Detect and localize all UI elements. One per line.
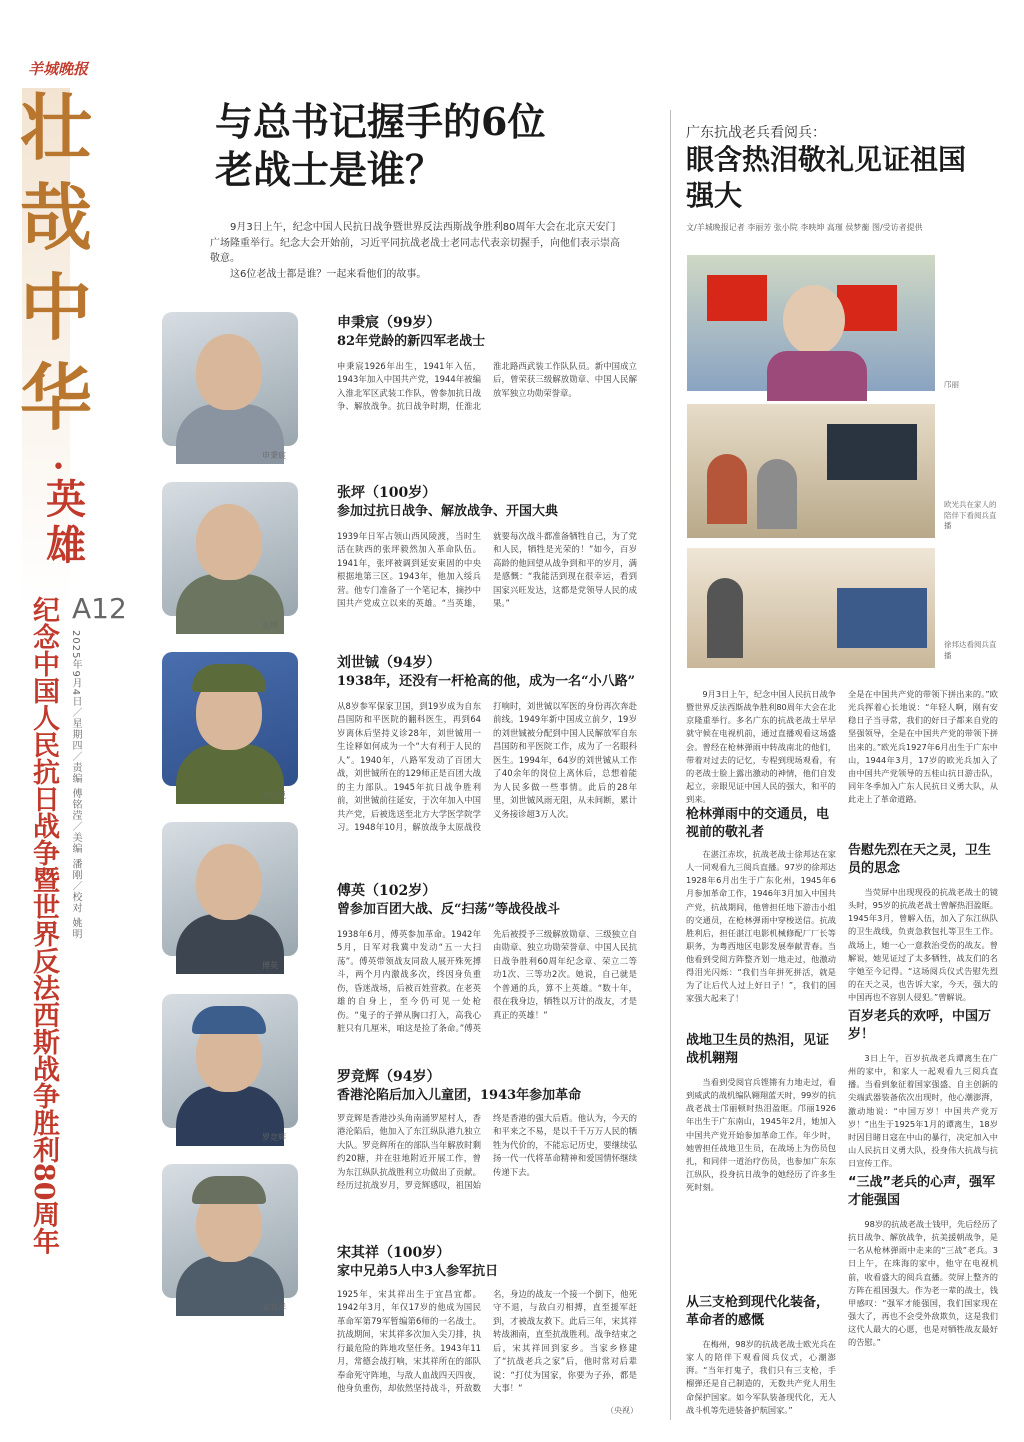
face-graphic — [783, 285, 845, 355]
veteran-subtitle: 1938年，还没有一杆枪高的他，成为一名“小八路” — [337, 674, 636, 689]
banner-char-3: 中 — [20, 265, 93, 350]
intro-paragraph-1: 9月3日上午，纪念中国人民抗日战争暨世界反法西斯战争胜利80周年大会在北京天安门广场隆重举行。纪念大会开始前，习近平同抗战老战士老同志代表亲切握手，向他们表示崇高敬意。 — [210, 222, 620, 264]
banner-char-2: 哉 — [20, 175, 93, 260]
veteran-name: 傅英（102岁） — [337, 883, 437, 899]
veteran-photo — [162, 482, 298, 616]
subheading: 告慰先烈在天之灵，卫生员的思念 — [848, 843, 992, 876]
veteran-photo — [162, 312, 298, 446]
photo-caption: 欧光兵在家人的陪伴下看阅兵直播 — [944, 500, 997, 530]
person-graphic — [707, 454, 747, 524]
veteran-subtitle: 参加过抗日战争、解放战争、开国大典 — [337, 504, 559, 519]
dateline: 2025年9月4日／星期四／责编 傅铭滢／美编 潘刚／校对 姚明 — [70, 630, 81, 940]
main-headline: 与总书记握手的6位老战士是谁？ — [215, 99, 546, 192]
veteran-name: 宋其祥（100岁） — [337, 1245, 451, 1261]
veteran-name: 罗竞辉（94岁） — [337, 1069, 441, 1085]
veteran-body: 申秉宸1926年出生，1941年入伍，1943年加入中国共产党，1944年被编入淮北军区武装工作队，曾参加抗日战争、解放战争。抗日战争时期，任淮北淮北路西武装工作队队员。新中国成立后，曾荣获三级解放勋章、中国人民解放军独立功勋荣誉章。 — [337, 361, 637, 412]
veteran-name: 申秉宸（99岁） — [337, 315, 441, 331]
photo-caption: 罗竞辉 — [262, 1133, 286, 1142]
newspaper-logo: 羊城晚报 — [28, 60, 89, 78]
subsection-text: 3日上午，百岁抗战老兵谭离生在广州的家中，和家人一起观看九三阅兵直播。当看到象征着国家强盛、自主创新的尖端武器装备依次出现时，他心潮澎湃，激动地说：“中国万岁！中国共产党万岁！”出生于1925年1月的谭离生，18岁时因目睹日寇在中山的暴行，决定加入中山人民抗日义勇大队，投身伟大抗战与抗日宣传工作。 — [848, 1053, 998, 1168]
column-divider — [670, 110, 671, 1420]
vertical-title: 纪念中国人民抗日战争暨世界反法西斯战争胜利80周年 — [28, 596, 60, 1255]
tv-graphic — [827, 424, 917, 480]
banner-char-4: 华 — [20, 355, 93, 440]
veteran-photo — [162, 822, 298, 956]
veteran-name: 张坪（100岁） — [337, 485, 437, 501]
veteran-name: 刘世铖（94岁） — [337, 655, 441, 671]
right-lead-continued: 全是在中国共产党的带领下拼出来的。”欧光兵挥着心长地说：“年轻人啊，刚有安稳日子当寻常，我们的好日子都来自党的坚强领导，全是在中国共产党的带领下拼出来的。”欧光兵1927年6月出生于广东中山，1944年3月，17岁的欧光兵加入了由中国共产党领导的五桂山抗日游击队，同年冬季加入广东人民抗日义勇大队，从此走上了革命道路。 — [848, 689, 998, 804]
veteran-subtitle: 82年党龄的新四军老战士 — [337, 334, 486, 349]
subheading: 战地卫生员的热泪，见证战机翱翔 — [686, 1033, 830, 1066]
veteran-body: 1939年日军占领山西风陵渡，当时生活在陕西的张坪毅然加入革命队伍。1941年，张坪被调到延安東固的中央根据地第三区。1943年，他加入绥兵营。他专门准备了一个笔记本，摘抄中国共产党成立以来的英雄。“当英雄，就要每次战斗都准备牺牲自己，为了党和人民，牺牲是光荣的！”如今，百岁高龄的他回望从战争到和平的岁月，满是感慨：“我能活到现在很幸运，看到国家兴旺发达，这都是党领导人民的成果。” — [337, 531, 637, 609]
veteran-body: 1925年，宋其祥出生于宜昌宜都。1942年3月，年仅17岁的他成为国民革命军第79军暂编第6师的一名战士。抗战期间，宋其祥多次加入尖刀排，执行最危险的阵地攻坚任务。1943年11月，常德会战打响，宋其祥所在的部队奉命死守阵地，与敌人血战四天四夜，他身负重伤，却依然坚持战斗，歼敌数名，身边的战友一个接一个倒下，他死守不退，与敌白刃相搏，直至援军赶到，才被战友救下。此后三年，宋其祥转战湘南，直至抗战胜利。战争结束之后，宋其祥回到家乡。当家乡修建了“抗战老兵之家”后，他时常对后辈说：“打仗为国家，你要为子孙，都是大事！” — [337, 1289, 637, 1394]
intro — [210, 220, 620, 282]
tv-graphic — [837, 588, 927, 648]
photo-caption: 徐邦达看阅兵直播 — [944, 640, 997, 660]
photo-veteran-flags — [687, 255, 935, 391]
veteran-subtitle: 香港沦陷后加入儿童团，1943年参加革命 — [337, 1088, 582, 1103]
veteran-subtitle: 家中兄弟5人中3人参军抗日 — [337, 1264, 499, 1279]
photo-caption: 申秉宸 — [262, 451, 286, 460]
subsection-text: 在湛江赤坎，抗战老战士徐邦达在家人一同观看九三阅兵直播。97岁的徐邦达1928年6月出生于广东化州，1945年6月参加革命工作，1946年3月加入中国共产党，抗战期间，他曾担任地下游击小组的交通员，在枪林弹雨中穿梭送信。抗战胜利后，担任湛江电影机械修配厂厂长等职务，为粤西地区电影发展奉献青春。当他看到受阅方阵整齐划一地走过，他激动得泪光闪烁：“我们当年拼死拼活，就是为了让后代人过上好日子！”，我们的国家强大起来了！ — [686, 849, 836, 1004]
banner-subchar-2: 雄 — [46, 522, 86, 569]
photo-caption: 傅英 — [262, 961, 278, 970]
flag-icon — [837, 285, 897, 331]
subsection-text: 98岁的抗战老战士钱甲，先后经历了抗日战争、解放战争，抗美援朝战争，是一名从枪林弹雨中走来的“三战”老兵。3日上午，在珠海的家中，他守在电视机前，收看盛大的阅兵直播。荧屏上整齐的方阵在祖国强大。作为老一辈的战士，钱甲感叹：“强军才能强国，我们国家现在强大了，再也不会受外敌欺负，这是我们这代人最大的心愿，也是对牺牲战友最好的告慰。” — [848, 1219, 998, 1348]
photo-caption: 宋其祥 — [262, 1303, 286, 1312]
photo-veteran-tv — [687, 548, 935, 668]
veteran-photo — [162, 994, 298, 1128]
person-graphic — [707, 578, 743, 658]
subheading: “三战”老兵的心声，强军才能强国 — [848, 1175, 996, 1208]
veteran-photo — [162, 652, 298, 786]
veteran-body: 从8岁参军保家卫国，到19岁成为自东昌国防和平医院的翻科医生，再到64岁离休后坚持义诊28年，刘世铖用一生诠释如何成为一个“大有利于人民的人”。1940年，八路军发动了百团大战，刘世铖所在的129师正是百团大战的主力部队。1945年抗日战争胜利前，刘世铖前往延安，于次年加入中国共产党，后被选送至北方大学医学院学习。1948年10月，解放战争太原战役打响时，刘世铖以军医的身份再次奔赴前线。1949年新中国成立前夕，19岁的刘世铖被分配到中国人民解放军自东昌国防和平医院工作，成为了一名眼科医生。1994年，64岁的刘世铖从工作了40余年的岗位上离休后，总想着能为人民多做一些事情。此后的28年里，刘世铖风雨无阻，从未间断，累计义务接诊超3万人次。 — [337, 701, 637, 832]
page-number: A12 — [72, 592, 127, 625]
photo-family-watching — [687, 404, 935, 538]
veteran-photo — [162, 1164, 298, 1298]
subheading: 百岁老兵的欢呼，中国万岁！ — [848, 1009, 992, 1042]
shirt-graphic — [767, 351, 867, 401]
subsection-text: 在梅州，98岁的抗战老战士欧光兵在家人的陪伴下观看阅兵仪式，心潮澎湃。“当年打鬼子，我们只有三支枪，手榴弹还是自己制造的，无数共产党人用生命保护国家。如今军队装备现代化，无人战斗机等先进装备护航国家。” — [686, 1339, 836, 1415]
flag-icon — [707, 275, 767, 321]
right-kicker: 广东抗战老兵看阅兵： — [686, 125, 826, 141]
photo-caption: 张坪 — [262, 621, 278, 630]
banner-subchar-1: 英 — [46, 476, 86, 523]
photo-caption: 邝丽 — [944, 380, 959, 389]
banner-dot: • — [52, 455, 65, 480]
right-headline: 眼含热泪敬礼见证祖国强大 — [686, 143, 967, 213]
banner-char-1: 壮 — [20, 85, 93, 170]
right-lead: 9月3日上午，纪念中国人民抗日战争暨世界反法西斯战争胜利80周年大会在北京隆重举行。多名广东的抗战老战士早早就守候在电视机前，通过直播观看这场盛会。曾经在枪林弹雨中转战南北的他们，带着对过去的记忆，专程到现场观看，有的老战士脸上露出激动的神情，他们自发起立，亲眼见证中国人民的强大，和平的到来。 — [686, 689, 836, 804]
subsection-text: 当看到受阅官兵铿锵有力地走过，看到威武的战机编队翱翔蓝天时，99岁的抗战老战士邝丽顿时热泪盈眶。邝丽1926年出生于广东南山，1945年2月，她加入中国共产党开始参加革命工作。年少时，她曾担任战地卫生员，在战场上为伤员包扎，和同伴一道治疗伤员，也参加广东东江纵队，投身抗日战争的她经历了许多生死时刻。 — [686, 1077, 836, 1192]
veteran-body: 1938年6月，傅英参加革命。1942年5月，日军对我冀中发动“五一大扫荡”。傅英带领战友同敌人展开殊死搏斗，两个月内激战多次，终因身负重伤，昏迷战场，后被百姓营救。在老英雄的自身上，至今仍可见一处枪伤。“鬼子的子弹从胸口打入，高我心脏只有几厘米，咱这是捡了条命。”傅英先后被授予三级解放勋章、三级独立自由勋章、独立功勋荣誉章、中国人民抗日战争胜利60周年纪念章、荣立二等功1次、三等功2次。她说，自己就是个普通的兵，算不上英雄。“数十年，很在我身边，牺牲以万计的战友，才是真正的英雄！” — [337, 929, 637, 1034]
subheading: 枪林弹雨中的交通员，电视前的敬礼者 — [686, 807, 830, 840]
source-credit: （央视） — [606, 1406, 638, 1415]
veteran-subtitle: 曾参加百团大战、反“扫荡”等战役战斗 — [337, 902, 560, 917]
right-byline: 文/羊城晚报记者 李丽芳 张小院 李映坤 高瑾 侯梦蘅 图/受访者提供 — [686, 223, 923, 232]
subsection-text: 当荧屏中出现现役的抗战老战士的镜头时，95岁的抗战老战士曾解热泪盈眶。1945年3月，曾解入伍，加入了东江纵队的卫生战线，负责急救包扎等卫生工作。战场上，她一心一意救治受伤的战友。曾解说，她见证过了太多牺牲，战友们的名字她至今记得。“这场阅兵仪式告慰先烈的在天之灵，也告诉大家，今天，强大的中国再也不容别人侵犯。”曾解说。 — [848, 887, 998, 1002]
intro-paragraph-2: 这6位老战士都是谁？一起来看他们的故事。 — [230, 268, 427, 280]
photo-caption: 刘世锐 — [262, 791, 286, 800]
veteran-body: 罗竞辉是香港沙头角南涌罗屋村人，香港沦陷后，他加入了东江纵队港九独立大队。罗竞辉所在的部队当年解放时剩约20糖，并在驻地附近开展工作，曾为东江纵队抗战胜利立功做出了贡献。经历过抗战岁月，罗竞辉感叹，祖国始终是香港的强大后盾。他认为，今天的和平来之不易，是以千千万万人民的牺牲为代价的，不能忘记历史，要继续弘扬一代一代将革命精神和爱国情怀继续传递下去。 — [337, 1113, 637, 1191]
subheading: 从三支枪到现代化装备，革命者的感慨 — [686, 1295, 830, 1328]
person-graphic — [757, 459, 797, 529]
